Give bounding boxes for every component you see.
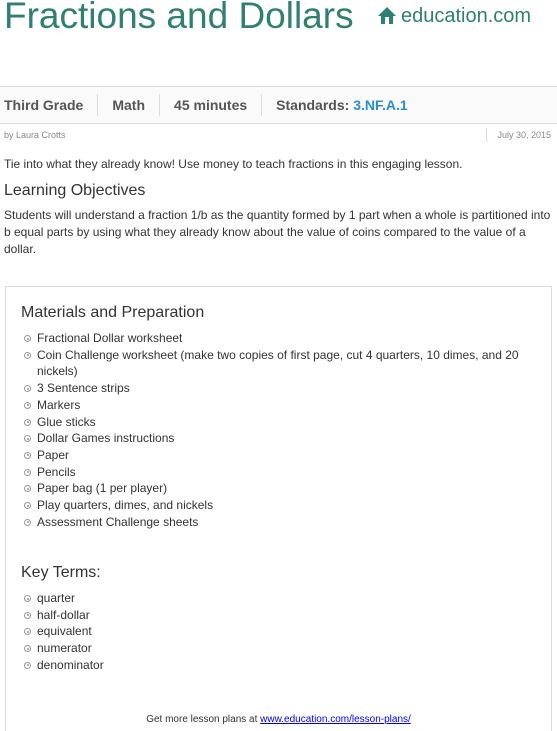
education-logo[interactable] (376, 4, 531, 28)
list-item: Assessment Challenge sheets (21, 514, 521, 531)
lesson-plans-link[interactable]: www.education.com/lesson-plans/ (260, 714, 411, 725)
standards-link[interactable]: 3.NF.A.1 (353, 97, 408, 113)
bullet-icon (24, 519, 31, 526)
bullet-icon (24, 435, 31, 442)
list-item: quarter (21, 590, 521, 607)
footer-text: Get more lesson plans at (146, 714, 261, 725)
education-logo-icon (376, 6, 398, 26)
page-title: Fractions and Dollars (4, 0, 354, 36)
bullet-icon (24, 662, 31, 669)
bullet-icon (24, 645, 31, 652)
list-item: Paper (21, 447, 521, 464)
bullet-icon (24, 612, 31, 619)
subject-label: Math (98, 94, 160, 116)
author-byline: by Laura Crotts (4, 130, 66, 140)
bullet-icon (24, 485, 31, 492)
bullet-icon (24, 469, 31, 476)
bullet-icon (24, 452, 31, 459)
list-item: Glue sticks (21, 414, 521, 431)
bullet-icon (24, 419, 31, 426)
bullet-icon (24, 502, 31, 509)
objectives-heading: Learning Objectives (4, 182, 146, 199)
bullet-icon (24, 402, 31, 409)
list-item: equivalent (21, 623, 521, 640)
footer (0, 714, 557, 725)
bullet-icon (24, 628, 31, 635)
bullet-icon (24, 385, 31, 392)
materials-box (5, 286, 552, 731)
list-item: half-dollar (21, 607, 521, 624)
grade-label: Third Grade (0, 94, 98, 116)
list-item: 3 Sentence strips (21, 380, 521, 397)
list-item: Dollar Games instructions (21, 430, 521, 447)
bullet-icon (24, 352, 31, 359)
list-item: Fractional Dollar worksheet (21, 330, 521, 347)
lesson-meta-bar (0, 86, 557, 124)
list-item: Play quarters, dimes, and nickels (21, 497, 521, 514)
list-item: Paper bag (1 per player) (21, 480, 521, 497)
list-item: Markers (21, 397, 521, 414)
objectives-text: Students will understand a fraction 1/b as the quantity formed by 1 part when a whole is partitioned into b equal parts by using what they already know about the value of coins compared to the value of a dollar. (4, 208, 551, 256)
key-terms-heading: Key Terms: (21, 564, 101, 581)
bullet-icon (24, 595, 31, 602)
materials-heading: Materials and Preparation (21, 304, 205, 321)
logo-text: education.com (401, 4, 532, 27)
list-item: Pencils (21, 464, 521, 481)
list-item: denominator (21, 657, 521, 674)
materials-list (21, 330, 521, 530)
list-item: Coin Challenge worksheet (make two copies of first page, cut 4 quarters, 10 dimes, and 20 nickels) (21, 347, 521, 380)
standards-label: Standards: (276, 97, 350, 113)
duration-label: 45 minutes (160, 94, 262, 116)
standards (262, 94, 421, 116)
intro-text: Tie into what they already know! Use money to teach fractions in this engaging lesson. (4, 157, 463, 171)
list-item: numerator (21, 640, 521, 657)
key-terms-list (21, 590, 521, 674)
publish-date: July 30, 2015 (486, 128, 551, 142)
bullet-icon (24, 335, 31, 342)
